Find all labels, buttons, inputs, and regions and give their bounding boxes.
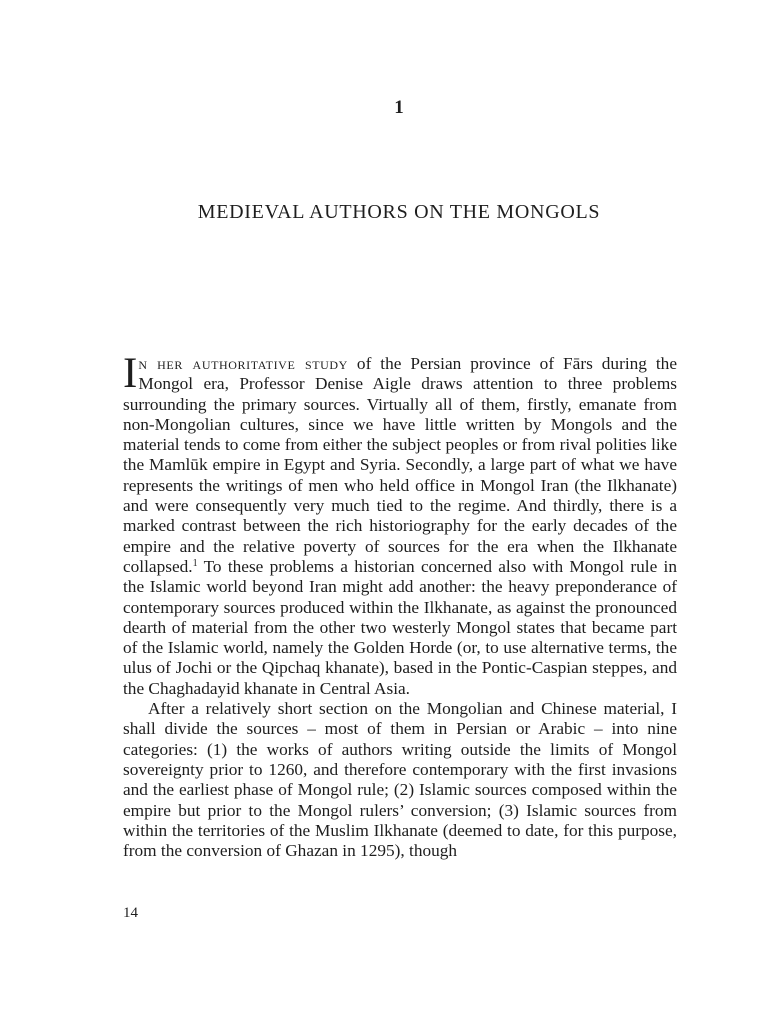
chapter-body [123, 350, 677, 861]
chapter-number: 1 [394, 97, 404, 118]
paragraph-1-text-b: To these problems a historian concerned also with Mongol rule in the Islamic world beyond Iran might add another: the heavy preponderance of contemporary sources produced within the Ilkhanate, as against the pronounced dearth of material from the other two westerly Mongol states that became part of the Islamic world, namely the Golden Horde (or, to use alternative terms, the ulus of Jochi or the Qipchaq khanate), based in the Pontic-Caspian steppes, and the Chaghadayid khanate in Central Asia. [123, 556, 677, 698]
paragraph-1 [123, 350, 677, 699]
page-number: 14 [123, 905, 138, 921]
footnote-reference[interactable]: 1 [192, 557, 198, 569]
first-line-text: of the Persian province of Fārs during the [347, 354, 677, 373]
paragraph-1-text-a: Mongol era, Professor Denise Aigle draws attention to three problems surrounding the primary sources. Virtually all of them, firstly, emanate from non-Mongolian cultures, since we have little written by Mongols and the material tends to come from either the subject peoples or from rival polities like the Mamlūk empire in Egypt and Syria. Secondly, a large part of what we have represents the writings of men who held office in Mongol Iran (the Ilkhanate) and were consequently very much tied to the regime. And thirdly, there is a marked contrast between the rich historiography for the early decades of the empire and the relative poverty of sources for the era when the Ilkhanate collapsed. [123, 374, 677, 576]
chapter-title: MEDIEVAL AUTHORS ON THE MONGOLS [197, 201, 601, 223]
lead-in-small-caps: n her authoritative study [138, 354, 348, 373]
drop-cap: I [123, 350, 138, 397]
first-line [123, 354, 677, 374]
paragraph-2: After a relatively short section on the Mongolian and Chinese material, I shall divide the sources – most of them in Persian or Arabic – into nine categories: (1) the works of authors writing outside the limits of Mongol sovereignty prior to 1260, and therefore contemporary with the first invasions and the earliest phase of Mongol rule; (2) Islamic sources composed within the empire but prior to the Mongol rulers’ conversion; (3) Islamic sources from within the territories of the Muslim Ilkhanate (deemed to date, for this purpose, from the conversion of Ghazan in 1295), though [123, 699, 677, 861]
